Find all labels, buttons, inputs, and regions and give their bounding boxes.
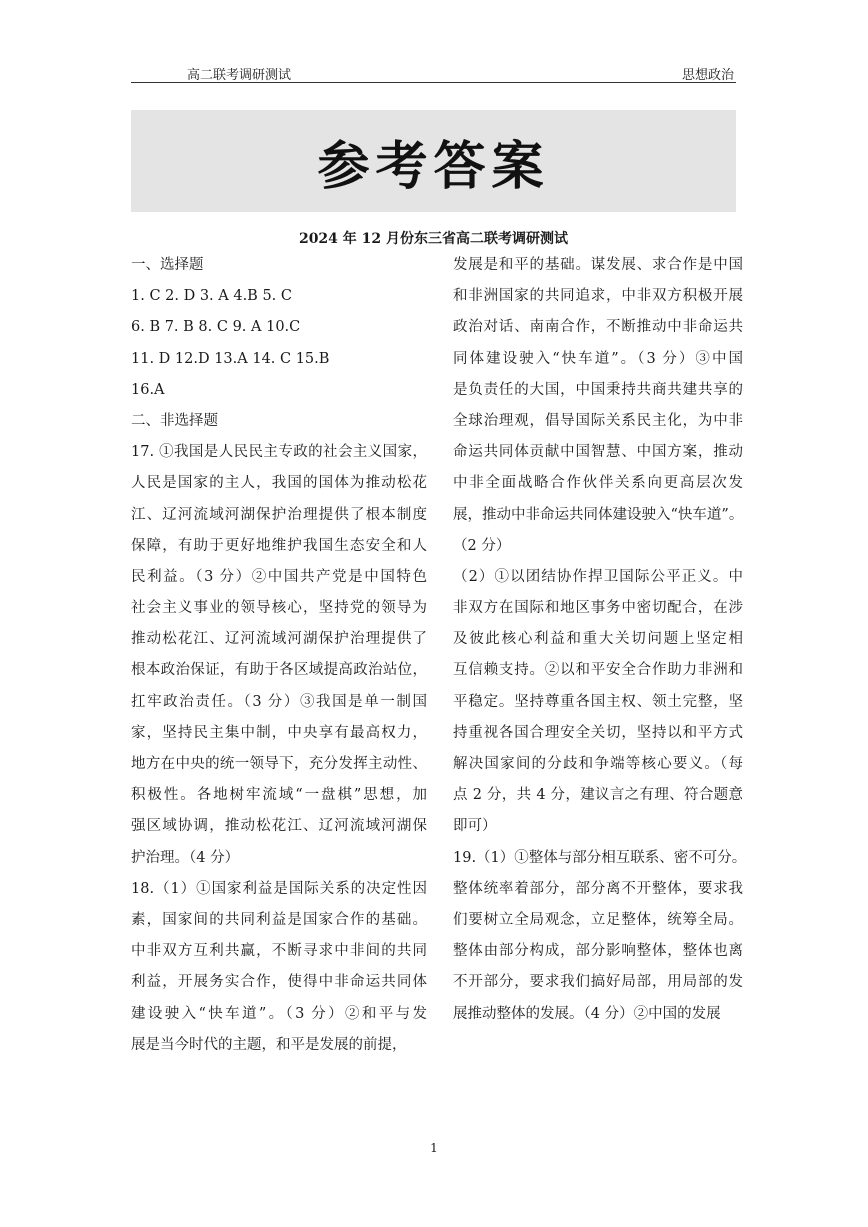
text-line: 命运共同体贡献中国智慧、中国方案，推动 (453, 444, 743, 461)
text-line: 保障，有助于更好地维护我国生态安全和人 (131, 537, 427, 554)
text-line: 及彼此核心利益和重大关切问题上坚定相 (453, 631, 743, 648)
text-line: 政治对话、南南合作，不断推动中非命运共 (453, 319, 743, 336)
text-line: 推动松花江、辽河流域河湖保护治理提供了 (131, 631, 427, 648)
text-line: 素，国家间的共同利益是国家合作的基础。 (131, 911, 427, 928)
text-line: 地方在中央的统一领导下，充分发挥主动性、 (131, 756, 427, 772)
text-line: 强区域协调，推动松花江、辽河流域河湖保 (131, 818, 427, 835)
text-line: 18.（1）①国家利益是国际关系的决定性因 (131, 880, 427, 897)
text-line: 同体建设驶入“快车道”。（3 分）③中国 (453, 350, 743, 367)
right-column (453, 250, 747, 1030)
text-line: 一、选择题 (131, 257, 204, 273)
text-line: 和非洲国家的共同追求，中非双方积极开展 (453, 288, 743, 305)
left-column (131, 250, 427, 1061)
text-line: （2 分） (453, 537, 511, 554)
text-line: 非双方在国际和地区事务中密切配合，在涉 (453, 600, 743, 617)
text-line: 16.A (131, 381, 165, 398)
text-line: 6. B 7. B 8. C 9. A 10.C (131, 319, 301, 336)
text-line: 互信赖支持。②以和平安全合作助力非洲和 (453, 662, 743, 679)
page-header (131, 62, 736, 83)
text-line: 展推动整体的发展。（4 分）②中国的发展 (453, 1005, 721, 1022)
text-line: 不开部分，要求我们搞好局部，用局部的发 (453, 974, 743, 991)
text-line: 们要树立全局观念，立足整体，统筹全局。 (453, 911, 743, 928)
text-line: 中非双方互利共赢，不断寻求中非间的共同 (131, 943, 427, 960)
text-line: 即可） (453, 818, 497, 835)
text-line: 人民是国家的主人，我国的国体为推动松花 (131, 475, 427, 492)
text-line: 全球治理观，倡导国际关系民主化，为中非 (453, 412, 743, 429)
text-line: 1. C 2. D 3. A 4.B 5. C (131, 288, 292, 305)
text-line: 是负责任的大国，中国秉持共商共建共享的 (453, 381, 743, 398)
text-line: 利益，开展务实合作，使得中非命运共同体 (131, 974, 427, 991)
text-line: 点 2 分，共 4 分，建议言之有理、符合题意 (453, 787, 743, 804)
text-line: 二、非选择题 (131, 412, 218, 429)
text-line: 护治理。（4 分） (131, 849, 240, 866)
text-line: 展，推动中非命运共同体建设驶入“快车道”。 (453, 506, 744, 523)
text-line: 积极性。各地树牢流域“一盘棋”思想，加 (131, 787, 427, 804)
header-subject: 思想政治 (681, 68, 734, 83)
text-line: 家，坚持民主集中制，中央享有最高权力， (131, 724, 427, 741)
text-line: 社会主义事业的领导核心，坚持党的领导为 (131, 600, 427, 617)
text-line: 平稳定。坚持尊重各国主权、领土完整，坚 (453, 693, 743, 710)
text-line: 发展是和平的基础。谋发展、求合作是中国 (453, 257, 743, 273)
text-line: 解决国家间的分歧和争端等核心要义。（每 (453, 756, 743, 772)
text-line: 中非全面战略合作伙伴关系向更高层次发 (453, 475, 743, 492)
text-line: 17. ①我国是人民民主专政的社会主义国家， (131, 444, 427, 461)
header-exam-name: 高二联考调研测试 (187, 68, 292, 83)
text-line: 19.（1）①整体与部分相互联系、密不可分。 (453, 849, 747, 866)
text-line: 11. D 12.D 13.A 14. C 15.B (131, 350, 330, 367)
text-line: 民利益。（3 分）②中国共产党是中国特色 (131, 568, 427, 585)
title-banner (131, 110, 736, 212)
text-line: 持重视各国合理安全关切，坚持以和平方式 (453, 724, 743, 741)
text-line: 根本政治保证，有助于各区域提高政治站位， (131, 662, 427, 679)
text-line: 江、辽河流域河湖保护治理提供了根本制度 (131, 506, 427, 523)
text-line: 整体统率着部分，部分离不开整体，要求我 (453, 880, 743, 897)
page-number: 1 (430, 1141, 438, 1155)
text-line: 整体由部分构成，部分影响整体，整体也离 (453, 943, 743, 960)
text-line: 扛牢政治责任。（3 分）③我国是单一制国 (131, 693, 427, 710)
text-line: （2）①以团结协作捍卫国际公平正义。中 (453, 568, 743, 585)
text-line: 建设驶入“快车道”。（3 分）②和平与发 (131, 1005, 427, 1022)
text-line: 展是当今时代的主题，和平是发展的前提， (131, 1036, 407, 1053)
exam-subtitle: 2024 年 12 月份东三省高二联考调研测试 (298, 231, 569, 247)
page-title: 参考答案 (317, 135, 550, 197)
